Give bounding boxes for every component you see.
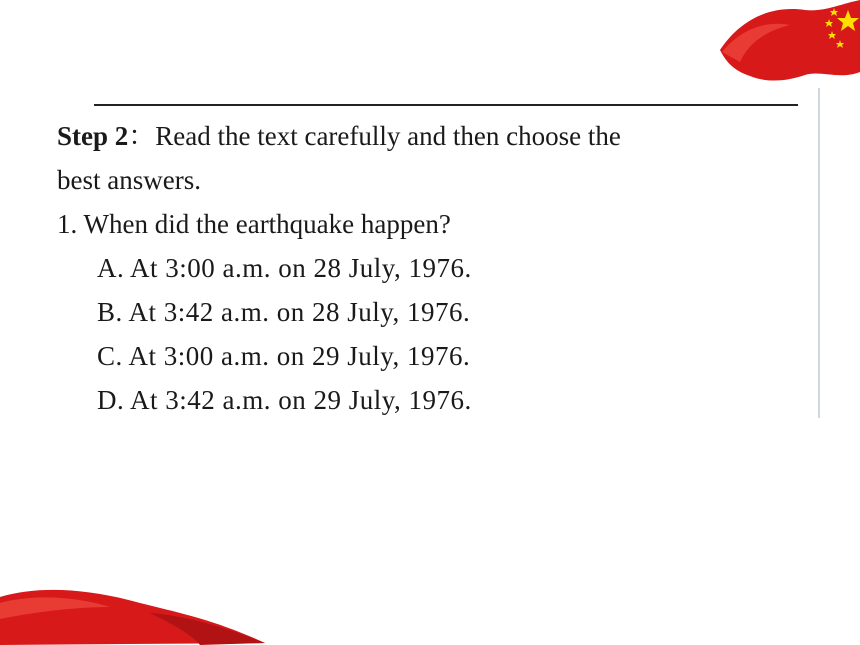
question-block [57,114,802,422]
step-instruction [57,114,802,158]
option-text: At 3:42 a.m. on 28 July, 1976. [128,297,471,327]
option-letter: B. [97,297,123,327]
option-text: At 3:00 a.m. on 29 July, 1976. [128,341,471,371]
instruction-line-1: Read the text carefully and then choose the [155,121,621,151]
option-text: At 3:42 a.m. on 29 July, 1976. [130,385,472,415]
question-1 [57,202,802,246]
option-d [57,378,802,422]
question-number: 1. [57,209,78,239]
option-letter: C. [97,341,123,371]
flag-corner-top-right [710,0,860,90]
step-label: Step 2 [57,121,129,151]
option-a [57,246,802,290]
question-text: When did the earthquake happen? [83,209,451,239]
option-letter: D. [97,385,125,415]
step-colon: ： [128,121,156,151]
option-b [57,290,802,334]
option-c [57,334,802,378]
option-text: At 3:00 a.m. on 28 July, 1976. [130,253,472,283]
flag-corner-bottom-left [0,585,270,645]
option-letter: A. [97,253,125,283]
top-rule [94,104,798,106]
instruction-line-2: best answers. [57,165,201,195]
side-border [818,88,820,418]
